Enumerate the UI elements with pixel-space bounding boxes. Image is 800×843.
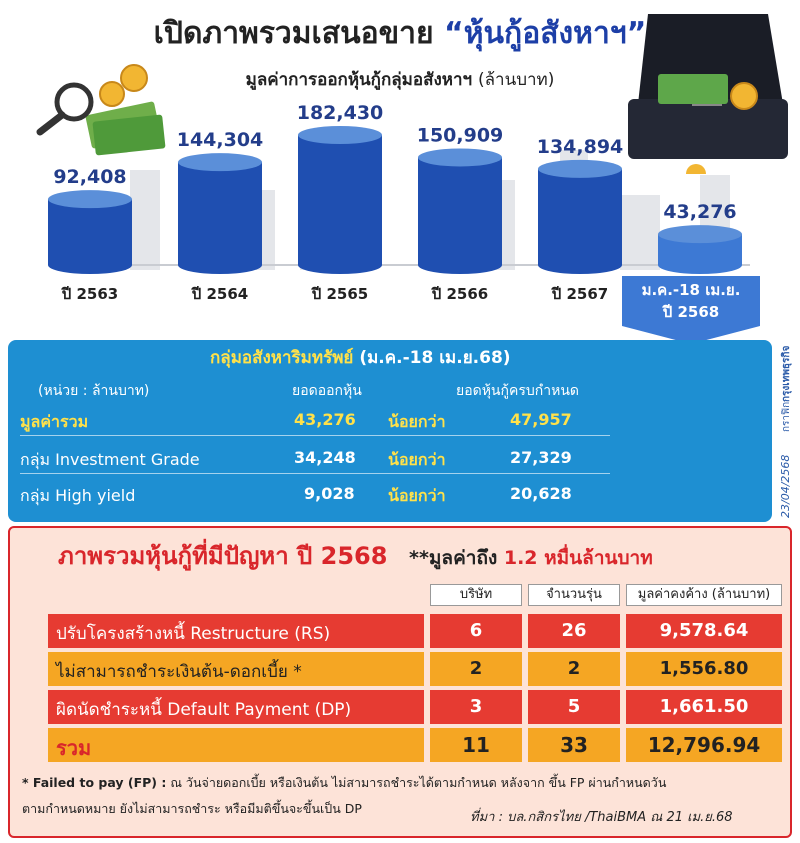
row-label: กลุ่ม High yield xyxy=(20,486,136,505)
category-label-2: ปี 2564 xyxy=(191,285,249,303)
row-outstanding: 9,578.64 xyxy=(626,614,782,648)
row-label-bg xyxy=(48,728,424,762)
problem-bonds-note-value: 1.2 หมื่นล้านบาท xyxy=(503,547,653,569)
col-maturing-header: ยอดหุ้นกู้ครบกำหนด xyxy=(456,383,579,399)
category-label-3: ปี 2565 xyxy=(311,285,369,303)
row-companies: 3 xyxy=(430,690,522,724)
row-compare: น้อยกว่า xyxy=(388,412,446,431)
problem-row-total xyxy=(48,728,782,762)
row-label: รวม xyxy=(56,736,92,760)
property-group-title xyxy=(210,344,650,371)
row-compare: น้อยกว่า xyxy=(388,486,446,505)
row-label: ปรับโครงสร้างหนี้ Restructure (RS) xyxy=(56,624,331,644)
property-group-name: กลุ่มอสังหาริมทรัพย์ xyxy=(210,348,354,368)
problem-bonds-title xyxy=(58,536,653,575)
subtitle-unit: (ล้านบาท) xyxy=(477,70,555,90)
row-companies: 2 xyxy=(430,652,522,686)
row-outstanding: 1,556.80 xyxy=(626,652,782,686)
row-issued: 9,028 xyxy=(304,484,355,503)
category-label-5: ปี 2567 xyxy=(551,285,609,303)
col-header-companies: บริษัท xyxy=(430,584,522,606)
col-header-issues: จำนวนรุ่น xyxy=(528,584,620,606)
row-companies: 6 xyxy=(430,614,522,648)
property-row-total xyxy=(20,406,610,436)
row-maturing: 27,329 xyxy=(510,448,572,467)
bar-top-2 xyxy=(178,153,262,171)
row-label: ผิดนัดชำระหนี้ Default Payment (DP) xyxy=(56,700,352,720)
bar-3 xyxy=(298,135,382,274)
title-prefix: เปิดภาพรวมเสนอขาย xyxy=(153,16,434,51)
row-outstanding: 1,661.50 xyxy=(626,690,782,724)
problem-bonds-heading: ภาพรวมหุ้นกู้ที่มีปัญหา ปี 2568 xyxy=(58,542,388,570)
footnote-text1: ณ วันจ่ายดอกเบี้ย หรือเงินต้น ไม่สามารถชำระได้ตามกำหนด หลังจาก ขึ้น FP ผ่านกำหนดวัน xyxy=(170,775,667,790)
row-outstanding: 12,796.94 xyxy=(626,728,782,762)
row-label: กลุ่ม Investment Grade xyxy=(20,450,200,469)
last-category-label xyxy=(622,276,760,326)
unit-label: (หน่วย : ล้านบาท) xyxy=(38,383,150,399)
footnote-text2: ตามกำหนดหมาย ยังไม่สามารถชำระ หรือมีมติขึ้นจะขึ้นเป็น DP xyxy=(22,801,362,816)
row-compare: น้อยกว่า xyxy=(388,450,446,469)
last-category-line2: ปี 2568 xyxy=(662,303,720,321)
bar-5 xyxy=(538,169,622,274)
value-label-2: 144,304 xyxy=(176,129,264,152)
row-issues: 2 xyxy=(528,652,620,686)
row-label: ไม่สามารถชำระเงินต้น-ดอกเบี้ย * xyxy=(56,662,302,682)
bar-4 xyxy=(418,157,502,274)
property-group-header-row xyxy=(20,376,610,406)
row-maturing: 47,957 xyxy=(510,410,572,429)
row-issues: 5 xyxy=(528,690,620,724)
source-credit: ที่มา : บล.กสิกรไทย /ThaiBMA ณ 21 เม.ย.68 xyxy=(470,810,733,825)
col-issued-header: ยอดออกหุ้น xyxy=(292,383,362,399)
bar-2 xyxy=(178,162,262,274)
row-issued: 43,276 xyxy=(294,410,356,429)
row-label: มูลค่ารวม xyxy=(20,412,89,431)
row-issues: 33 xyxy=(528,728,620,762)
side-date: 23/04/2568 xyxy=(779,454,792,518)
bar-top-3 xyxy=(298,126,382,144)
problem-row-restructure xyxy=(48,614,782,648)
row-issued: 34,248 xyxy=(294,448,356,467)
category-label-1: ปี 2563 xyxy=(61,285,119,303)
bar-top-1 xyxy=(48,190,132,208)
property-row-investment-grade xyxy=(20,444,610,474)
title-highlight: “หุ้นกู้อสังหาฯ” xyxy=(444,16,647,51)
property-group-period: (ม.ค.-18 เม.ย.68) xyxy=(359,348,511,368)
col-header-outstanding: มูลค่าคงค้าง (ล้านบาท) xyxy=(626,584,782,606)
bar-1 xyxy=(48,199,132,274)
footnote-bold: * Failed to pay (FP) : xyxy=(22,775,167,790)
subtitle-main: มูลค่าการออกหุ้นกู้กลุ่มอสังหาฯ xyxy=(245,70,473,90)
problem-row-failed-to-pay xyxy=(48,652,782,686)
row-maturing: 20,628 xyxy=(510,484,572,503)
row-companies: 11 xyxy=(430,728,522,762)
bar-top-5 xyxy=(538,160,622,178)
category-label-4: ปี 2566 xyxy=(431,285,489,303)
bar-top-6 xyxy=(658,225,742,243)
row-issues: 26 xyxy=(528,614,620,648)
problem-bonds-note-prefix: **มูลค่าถึง xyxy=(409,547,498,569)
value-label-3: 182,430 xyxy=(296,102,384,124)
value-label-6: 43,276 xyxy=(663,201,737,224)
property-row-high-yield xyxy=(20,480,610,510)
value-label-4: 150,909 xyxy=(416,124,504,147)
side-brand: กรุงเทพธุรกิจ xyxy=(781,345,792,402)
value-label-1: 92,408 xyxy=(53,166,127,189)
value-label-5: 134,894 xyxy=(536,135,624,158)
side-tag: กราฟิก xyxy=(781,401,792,432)
problem-row-default-payment xyxy=(48,690,782,724)
bar-top-4 xyxy=(418,148,502,166)
last-category-line1: ม.ค.-18 เม.ย. xyxy=(641,281,741,299)
side-credit xyxy=(772,340,796,522)
